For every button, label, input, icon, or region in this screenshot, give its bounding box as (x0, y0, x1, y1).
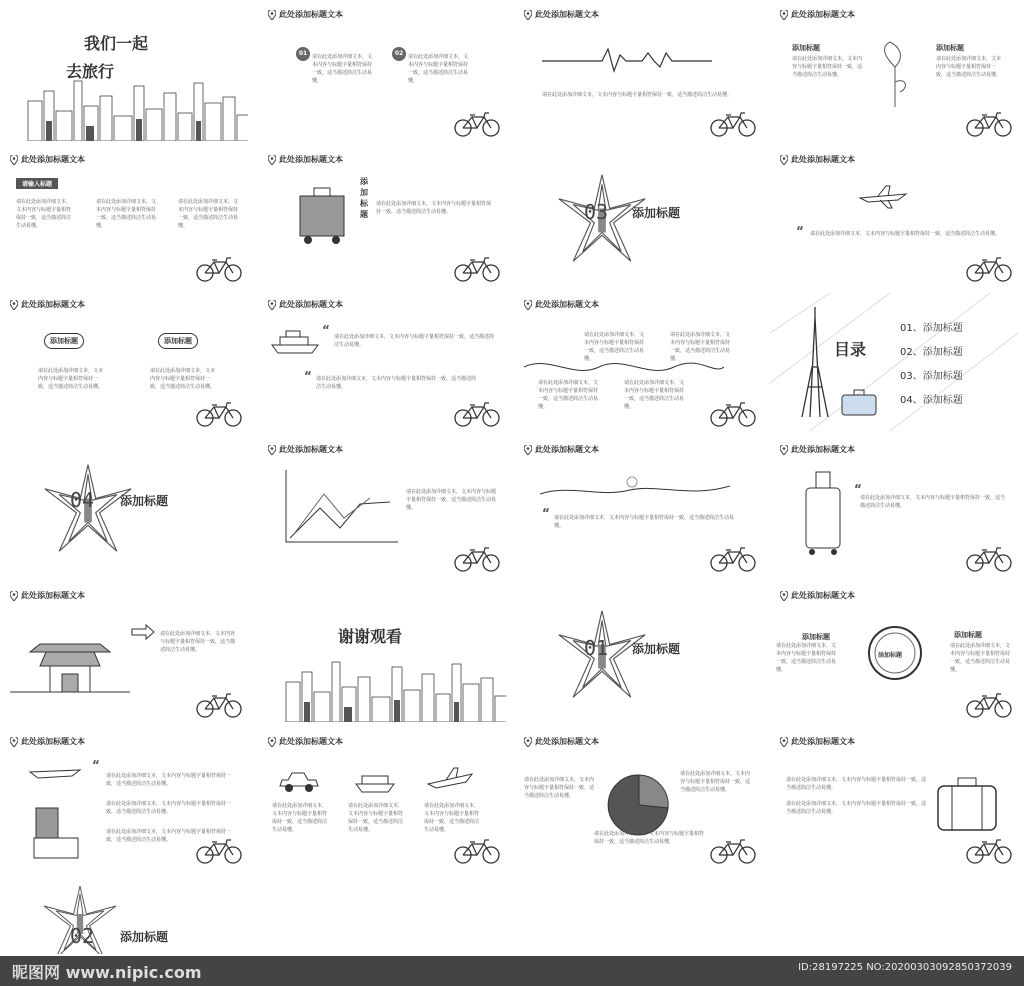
slide-header: 此处添加标题文本 (524, 9, 599, 20)
bicycle-icon (196, 256, 242, 282)
location-pin-icon (524, 10, 532, 20)
location-pin-icon (268, 445, 276, 455)
slide-section-04[interactable] (0, 438, 248, 576)
slide-5[interactable] (0, 148, 248, 286)
wave-route-line (524, 355, 724, 379)
luggage-trolley-illustration (800, 466, 846, 556)
subtitle: 添加标题 (792, 44, 820, 52)
slide-16[interactable] (770, 438, 1018, 576)
watermark-left: 昵图网 www.nipic.com (12, 963, 202, 982)
slide-header: 此处添加标题文本 (780, 444, 855, 455)
quote-mark: “ (322, 323, 330, 337)
text-block: 请在此处添加详细文本，文本内容与标题字量相符保持一致，适当描述简洁生动易懂。 (786, 801, 927, 815)
toc-item-3[interactable]: 03、添加标题 (900, 371, 963, 382)
slide-header: 此处添加标题文本 (524, 444, 599, 455)
slide-15[interactable] (514, 438, 762, 576)
tag-label: 请输入标题 (16, 178, 58, 189)
section-title: 添加标题 (120, 930, 169, 944)
location-pin-icon (10, 737, 18, 747)
pagoda-landmark-illustration (10, 622, 130, 694)
slide-section-03[interactable] (514, 148, 762, 286)
location-pin-icon (10, 591, 18, 601)
slide-header: 此处添加标题文本 (268, 736, 343, 747)
bicycle-icon (454, 546, 500, 572)
location-pin-icon (268, 10, 276, 20)
text-block: 请在此处添加详细文本，文本内容与标题字量相符保持一致，适当描述简洁生动易懂。 (150, 368, 216, 390)
text-block: 请在此处添加详细文本，文本内容与标题字量相符保持一致，适当描述简洁生动易懂。 (38, 368, 104, 390)
bicycle-icon (966, 838, 1012, 864)
text-block: 请在此处添加详细文本，文本内容与标题字量相符保持一致，适当描述简洁生动易懂。 (160, 631, 236, 653)
quote-mark: “ (542, 506, 550, 520)
slide-9[interactable] (0, 293, 248, 431)
text-block: 请在此处添加详细文本，文本内容与标题字量相符保持一致，适当描述简洁生动易懂。 (792, 56, 863, 78)
text-block: 请在此处添加详细文本，文本内容与标题字量相符保持一致，适当描述简洁生动易懂。 (554, 515, 735, 529)
city-skyline-illustration (0, 71, 248, 141)
bicycle-icon (966, 111, 1012, 137)
flower-illustration (870, 37, 920, 107)
quote-mark: “ (92, 758, 100, 772)
slide-20[interactable] (770, 584, 1018, 722)
slide-22[interactable] (258, 730, 506, 868)
airplane-icon (858, 184, 908, 210)
text-block: 请在此处添加详细文本，文本内容与标题字量相符保持一致，适当描述简洁生动易懂。 (584, 332, 645, 362)
toc-title: 目录 (834, 340, 867, 359)
bicycle-icon (196, 401, 242, 427)
slide-3[interactable] (514, 3, 762, 141)
slide-23[interactable] (514, 730, 762, 868)
location-pin-icon (780, 10, 788, 20)
section-number: 03 (584, 200, 609, 224)
section-title: 添加标题 (632, 642, 681, 656)
cover-title-line2: 去旅行 (66, 62, 115, 81)
location-pin-icon (524, 300, 532, 310)
slide-section-02[interactable] (0, 876, 248, 954)
location-pin-icon (524, 737, 532, 747)
location-pin-icon (780, 155, 788, 165)
location-pin-icon (268, 155, 276, 165)
eiffel-tower-illustration (790, 307, 840, 417)
text-block: 请在此处添加详细文本，文本内容与标题字量相符保持一致，适当描述简洁生动易懂。 (334, 334, 495, 348)
text-block: 请在此处添加详细文本，文本内容与标题字量相符保持一致，适当描述简洁生动易懂。 (810, 231, 1001, 237)
line-graph-sketch (280, 468, 400, 546)
text-block: 请在此处添加详细文本，文本内容与标题字量相符保持一致，适当描述简洁生动易懂。 (936, 56, 1002, 78)
section-number: 02 (70, 924, 95, 948)
toc-item-2[interactable]: 02、添加标题 (900, 347, 963, 358)
slide-header: 此处添加标题文本 (10, 736, 85, 747)
bicycle-icon (710, 546, 756, 572)
lightbulb-wave-line (540, 474, 730, 504)
slide-header: 此处添加标题文本 (268, 9, 343, 20)
slide-21[interactable] (0, 730, 248, 868)
location-pin-icon (524, 445, 532, 455)
number-bubble-02: 02 (392, 47, 406, 61)
vertical-title: 添加标题 (360, 177, 368, 219)
bicycle-icon (196, 838, 242, 864)
subtitle: 添加标题 (802, 633, 830, 641)
text-block: 请在此处添加详细文本，文本内容与标题字量相符保持一致，适当描述简洁生动易懂。 (106, 829, 232, 843)
bicycle-icon (454, 401, 500, 427)
toc-item-4[interactable]: 04、添加标题 (900, 395, 963, 406)
watermark-right: ID:28197225 NO:20200303092850372039 (798, 962, 1012, 973)
city-skyline-illustration (258, 652, 506, 722)
section-number: 04 (70, 488, 95, 512)
car-icon (278, 770, 320, 794)
ship-icon (270, 325, 320, 355)
bicycle-icon (710, 401, 756, 427)
location-pin-icon (268, 737, 276, 747)
location-pin-icon (780, 445, 788, 455)
slide-24[interactable] (770, 730, 1018, 868)
slide-2[interactable] (258, 3, 506, 141)
travel-bags-illustration (20, 760, 90, 860)
slide-header: 此处添加标题文本 (10, 154, 85, 165)
slide-4[interactable] (770, 3, 1018, 141)
location-pin-icon (780, 591, 788, 601)
slide-header: 此处添加标题文本 (524, 299, 599, 310)
bicycle-icon (710, 111, 756, 137)
location-pin-icon (780, 737, 788, 747)
location-pin-icon (268, 300, 276, 310)
text-block: 请在此处添加详细文本，文本内容与标题字量相符保持一致，适当描述简洁生动易懂。 (624, 380, 685, 410)
bicycle-icon (196, 692, 242, 718)
bicycle-icon (966, 546, 1012, 572)
section-title: 添加标题 (120, 494, 169, 508)
title-bubble: 添加标题 (44, 333, 84, 349)
slide-cover[interactable] (0, 3, 248, 141)
bicycle-icon (710, 838, 756, 864)
text-block: 请在此处添加详细文本，文本内容与标题字量相符保持一致，适当描述简洁生动易懂。 (348, 803, 404, 833)
subtitle: 添加标题 (954, 631, 982, 639)
text-block: 请在此处添加详细文本，文本内容与标题字量相符保持一致，适当描述简洁生动易懂。 (96, 199, 157, 229)
location-pin-icon (10, 155, 18, 165)
bicycle-icon (454, 256, 500, 282)
heartbeat-line-icon (542, 43, 712, 73)
slide-header: 此处添加标题文本 (10, 590, 85, 601)
text-block: 请在此处添加详细文本，文本内容与标题字量相符保持一致，适当描述简洁生动易懂。 (312, 54, 373, 84)
slide-11[interactable] (514, 293, 762, 431)
slide-17[interactable] (0, 584, 248, 722)
location-pin-icon (10, 300, 18, 310)
quote-mark: “ (796, 224, 804, 238)
slide-header: 此处添加标题文本 (780, 590, 855, 601)
text-block: 请在此处添加详细文本，文本内容与标题字量相符保持一致，适当描述简洁生动易懂。 (524, 777, 595, 799)
text-block: 请在此处添加详细文本，文本内容与标题字量相符保持一致，适当描述简洁生动易懂。 (680, 771, 751, 793)
subtitle: 添加标题 (936, 44, 964, 52)
text-block: 请在此处添加详细文本，文本内容与标题字量相符保持一致，适当描述简洁生动易懂。 (16, 199, 72, 229)
cover-title-line1: 我们一起 (84, 34, 149, 53)
slide-header: 此处添加标题文本 (780, 736, 855, 747)
slide-8[interactable] (770, 148, 1018, 286)
airplane-icon (426, 766, 474, 794)
suitcase-illustration (288, 178, 358, 248)
slide-header: 此处添加标题文本 (268, 299, 343, 310)
slide-14[interactable] (258, 438, 506, 576)
text-block: 请在此处添加详细文本，文本内容与标题字量相符保持一致，适当描述简洁生动易懂。 (594, 831, 705, 845)
text-block: 请在此处添加详细文本，文本内容与标题字量相符保持一致，适当描述简洁生动易懂。 (860, 495, 1006, 509)
slide-toc[interactable] (770, 293, 1018, 431)
slide-header: 此处添加标题文本 (10, 299, 85, 310)
text-block: 请在此处添加详细文本，文本内容与标题字量相符保持一致，适当描述简洁生动易懂。 (670, 332, 731, 362)
text-block: 请在此处添加详细文本，文本内容与标题字量相符保持一致，适当描述简洁生动易懂。 (316, 376, 477, 390)
slide-thanks[interactable] (258, 584, 506, 722)
text-block: 请在此处添加详细文本，文本内容与标题字量相符保持一致，适当描述简洁生动易懂。 (950, 643, 1011, 673)
vintage-suitcase-illustration (934, 770, 1000, 836)
slide-header: 此处添加标题文本 (268, 154, 343, 165)
section-number: 01 (584, 636, 609, 660)
slide-6[interactable] (258, 148, 506, 286)
text-block: 请在此处添加详细文本，文本内容与标题字量相符保持一致，适当描述简洁生动易懂。 (424, 803, 480, 833)
bicycle-icon (966, 692, 1012, 718)
quote-mark: “ (304, 369, 312, 383)
suitcase-icon (840, 389, 880, 417)
ship-icon (354, 770, 396, 794)
toc-item-1[interactable]: 01、添加标题 (900, 323, 963, 334)
quote-mark: “ (854, 482, 862, 496)
title-bubble: 添加标题 (158, 333, 198, 349)
section-title: 添加标题 (632, 206, 681, 220)
slide-header: 此处添加标题文本 (780, 9, 855, 20)
text-block: 请在此处添加详细文本，文本内容与标题字量相符保持一致，适当描述简洁生动易懂。 (106, 773, 232, 787)
bicycle-icon (454, 838, 500, 864)
bicycle-icon (454, 111, 500, 137)
arrow-right-icon (130, 624, 156, 640)
text-block: 请在此处添加详细文本，文本内容与标题字量相符保持一致，适当描述简洁生动易懂。 (106, 801, 232, 815)
text-block: 请在此处添加详细文本，文本内容与标题字量相符保持一致，适当描述简洁生动易懂。 (178, 199, 239, 229)
slide-10[interactable] (258, 293, 506, 431)
text-block: 请在此处添加详细文本，文本内容与标题字量相符保持一致，适当描述简洁生动易懂。 (538, 380, 599, 410)
text-block: 请在此处添加详细文本，文本内容与标题字量相符保持一致，适当描述简洁生动易懂。 (408, 54, 469, 84)
text-block: 请在此处添加详细文本，文本内容与标题字量相符保持一致，适当描述简洁生动易懂。 (786, 777, 927, 791)
bicycle-icon (966, 256, 1012, 282)
slide-header: 此处添加标题文本 (524, 736, 599, 747)
slide-header: 此处添加标题文本 (780, 154, 855, 165)
stamp-label: 添加标题 (878, 652, 903, 659)
text-block: 请在此处添加详细文本，文本内容与标题字量相符保持一致，适当描述简洁生动易懂。 (542, 92, 733, 98)
text-block: 请在此处添加详细文本，文本内容与标题字量相符保持一致，适当描述简洁生动易懂。 (406, 489, 497, 511)
text-block: 请在此处添加详细文本，文本内容与标题字量相符保持一致，适当描述简洁生动易懂。 (272, 803, 328, 833)
text-block: 请在此处添加详细文本，文本内容与标题字量相符保持一致，适当描述简洁生动易懂。 (776, 643, 837, 673)
thanks-title: 谢谢观看 (338, 627, 403, 646)
slide-header: 此处添加标题文本 (268, 444, 343, 455)
text-block: 请在此处添加详细文本，文本内容与标题字量相符保持一致，适当描述简洁生动易懂。 (376, 201, 492, 215)
slide-section-01[interactable] (514, 584, 762, 722)
number-bubble-01: 01 (296, 47, 310, 61)
